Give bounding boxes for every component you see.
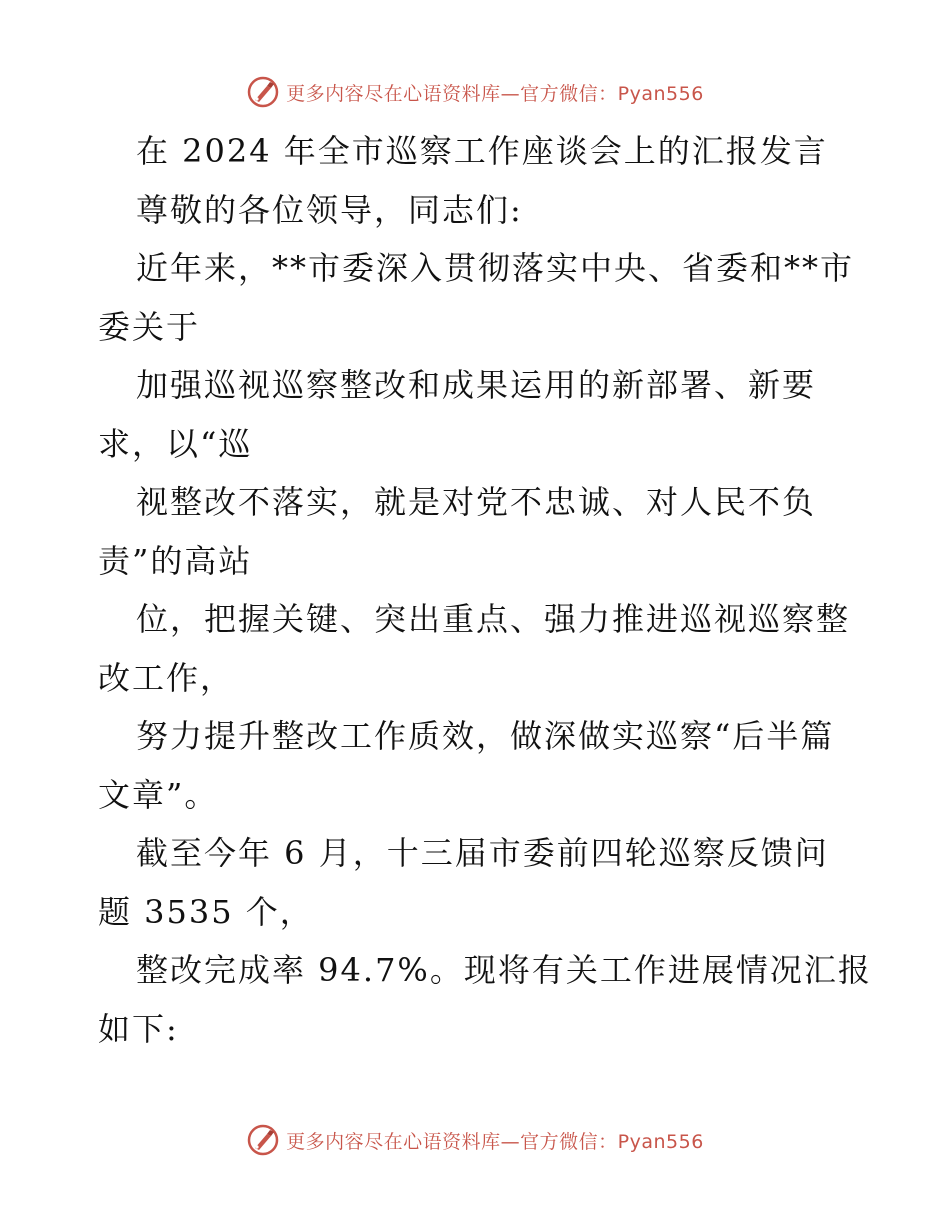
document-title: 在 2024 年全市巡察工作座谈会上的汇报发言 [136, 132, 828, 170]
header-watermark [0, 72, 950, 112]
text-line: 位，把握关键、突出重点、强力推进巡视巡察整 [136, 600, 851, 638]
watermark-text: 更多内容尽在心语资料库—官方微信：Pyan556 [286, 82, 704, 105]
watermark-text: 更多内容尽在心语资料库—官方微信：Pyan556 [286, 1130, 704, 1153]
text-line: 责”的高站 [98, 541, 253, 580]
text-line: 题 3535 个， [98, 892, 314, 931]
text-line: 如下: [98, 1009, 179, 1048]
pen-circle-logo-icon [246, 75, 280, 109]
text-line: 改工作， [98, 658, 235, 697]
document-body [98, 122, 872, 1058]
text-line: 视整改不落实，就是对党不忠诚、对人民不负 [136, 483, 817, 521]
text-line: 求，以“巡 [98, 424, 253, 463]
salutation: 尊敬的各位领导，同志们: [136, 190, 523, 229]
text-line: 加强巡视巡察整改和成果运用的新部署、新要 [136, 366, 817, 404]
text-line: 努力提升整改工作质效，做深做实巡察“后半篇 [136, 717, 835, 755]
text-line: 截至今年 6 月，十三届市委前四轮巡察反馈问 [136, 834, 829, 872]
text-line: 委关于 [98, 307, 201, 346]
text-line: 近年来，**市委深入贯彻落实中央、省委和**市 [136, 249, 855, 287]
pen-circle-logo-icon [246, 1123, 280, 1157]
text-line: 文章”。 [98, 775, 219, 814]
text-line: 整改完成率 94.7%。现将有关工作进展情况汇报 [136, 951, 872, 989]
footer-watermark [0, 1120, 950, 1160]
